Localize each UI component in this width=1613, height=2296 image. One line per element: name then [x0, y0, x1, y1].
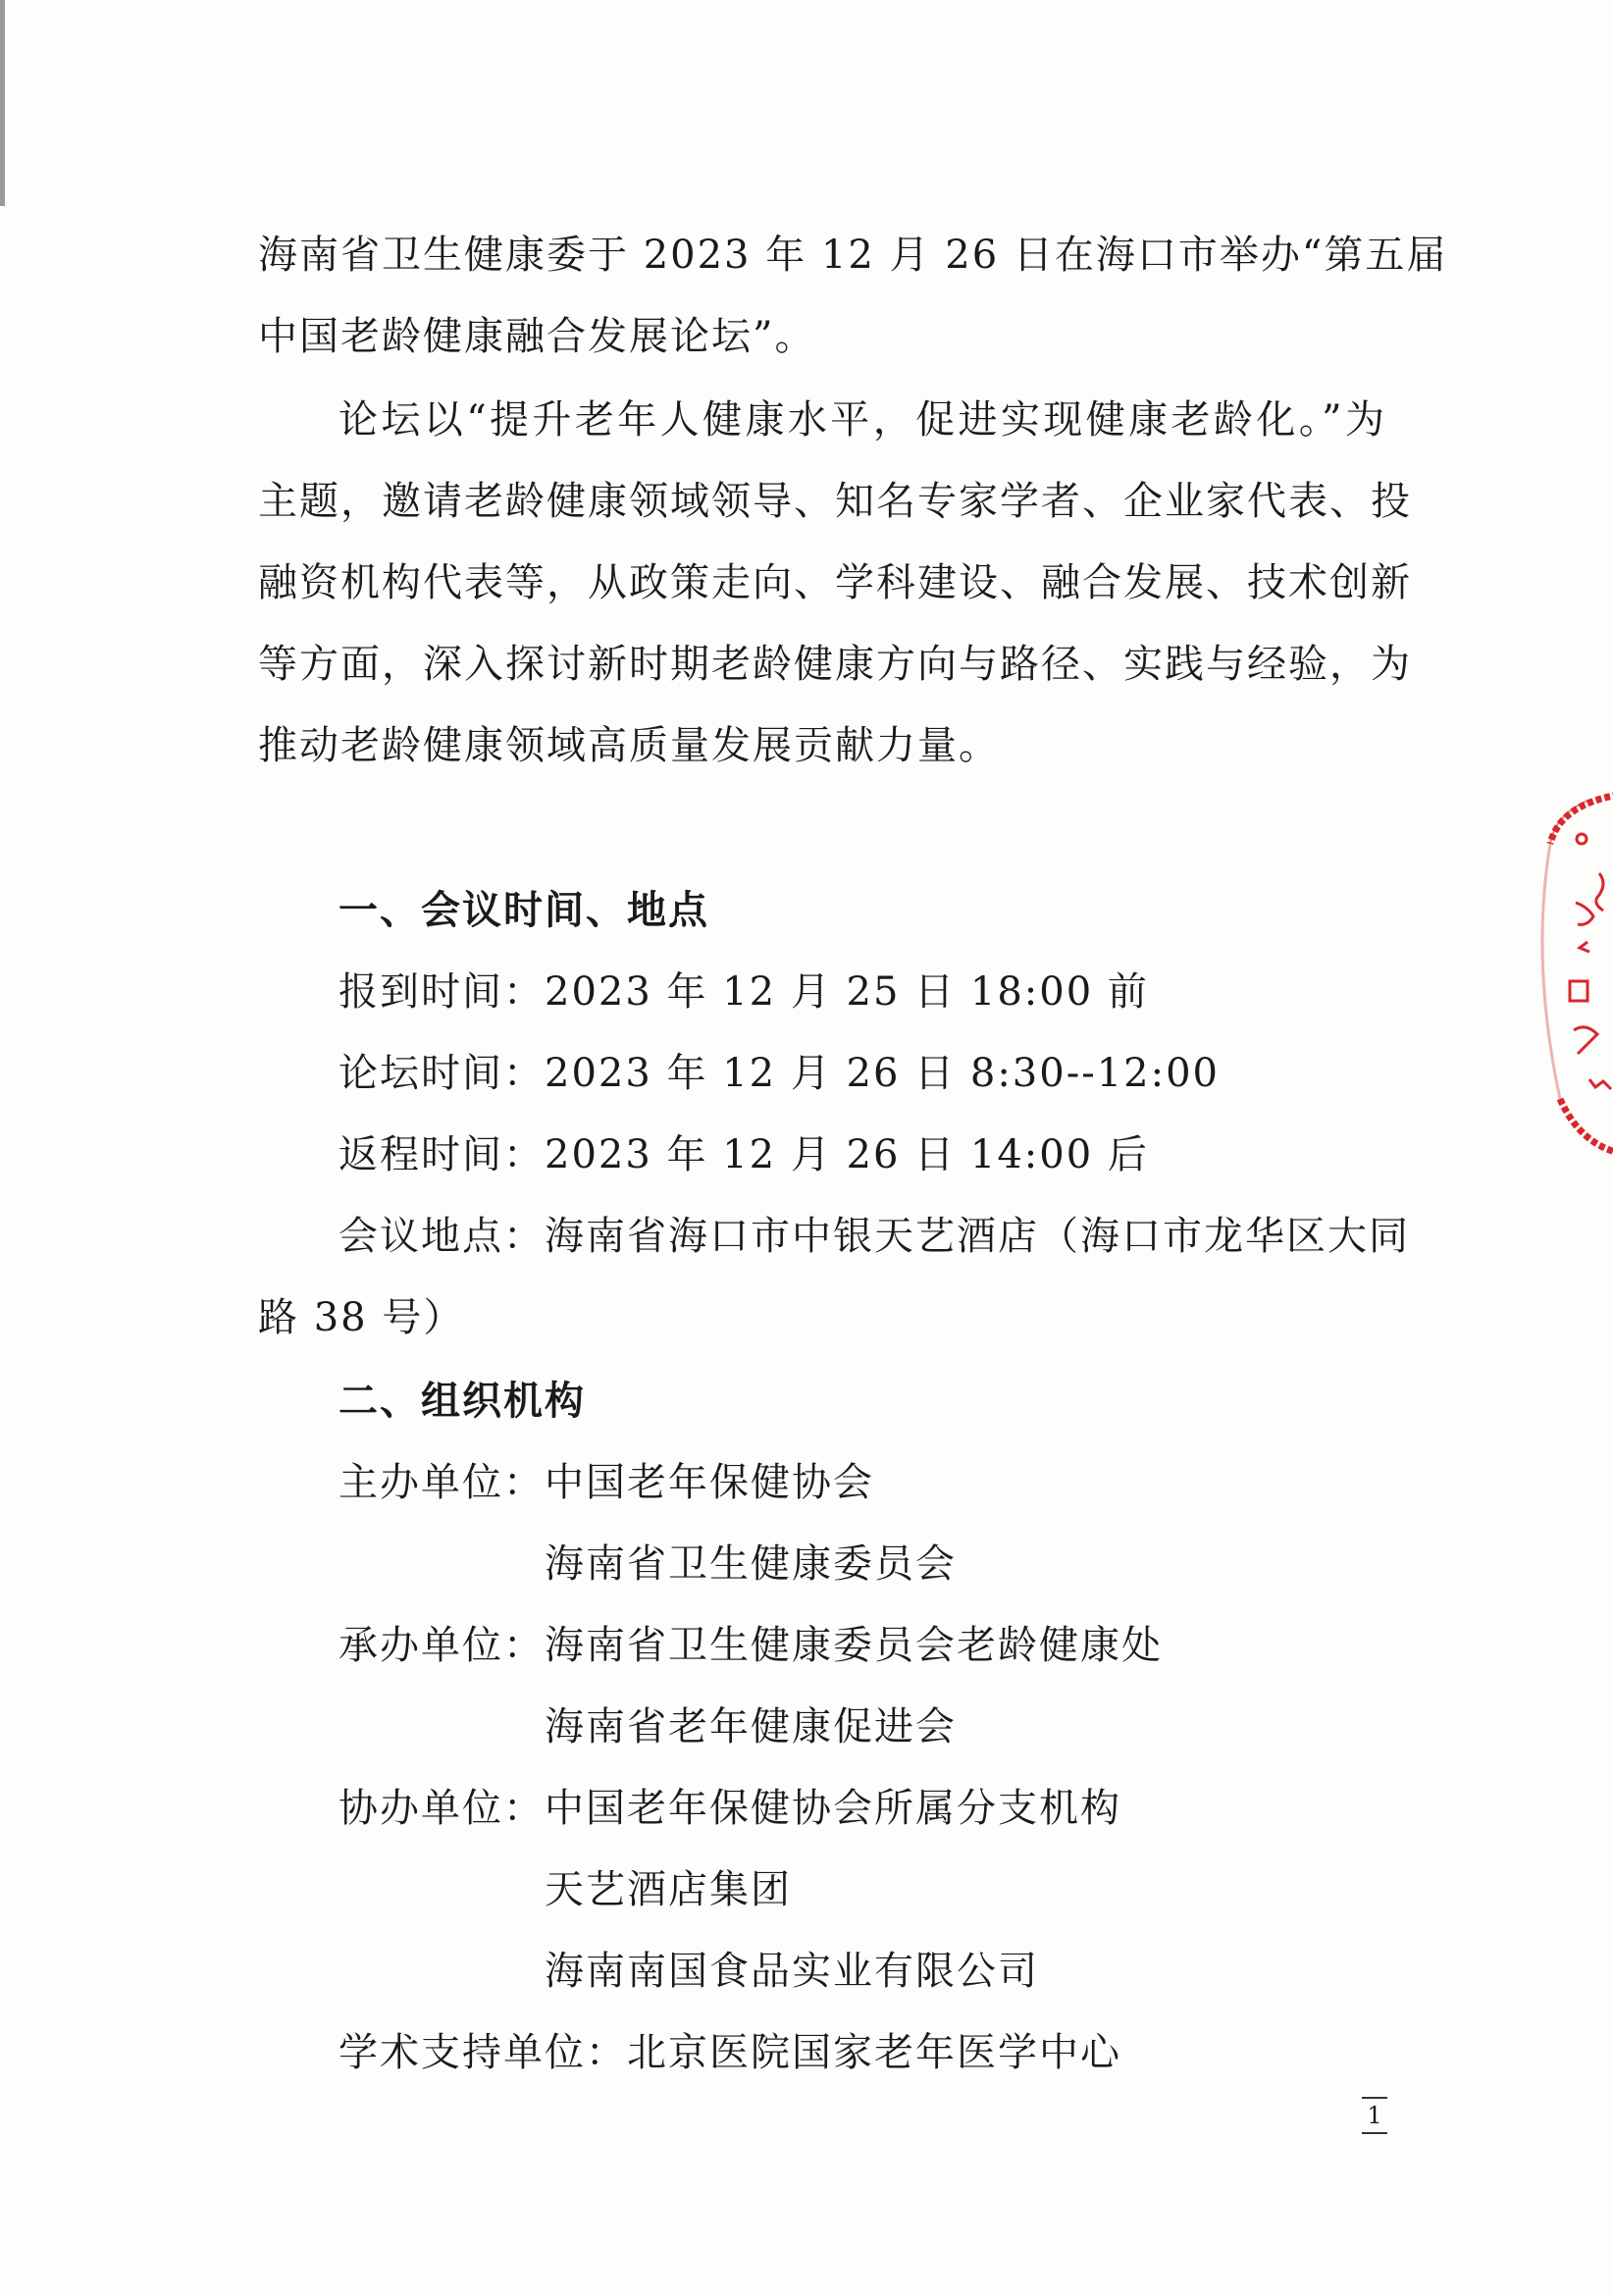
intro-line-1: 海南省卫生健康委于 2023 年 12 月 26 日在海口市举办“第五届: [258, 233, 1448, 278]
section-2-heading: 二、组织机构: [338, 1379, 586, 1424]
host-2: 海南省卫生健康委员会: [545, 1541, 957, 1587]
organizer-2: 海南省老年健康促进会: [545, 1704, 957, 1749]
venue-line-1: 会议地点：海南省海口市中银天艺酒店（海口市龙华区大同: [338, 1214, 1410, 1259]
scan-edge: [0, 0, 5, 206]
co-organizer-label: 协办单位：: [338, 1786, 545, 1831]
section-1-heading: 一、会议时间、地点: [338, 888, 709, 933]
venue-line-2: 路 38 号）: [258, 1295, 465, 1340]
academic-support: 学术支持单位：北京医院国家老年医学中心: [338, 2030, 1121, 2075]
official-seal-stamp-icon: [1531, 785, 1613, 1158]
host-label: 主办单位：: [338, 1460, 545, 1505]
host-1: 中国老年保健协会: [545, 1460, 874, 1505]
page-number-text: 1: [1367, 2102, 1382, 2129]
theme-line-5: 推动老龄健康领域高质量发展贡献力量。: [258, 723, 1000, 768]
page-number-bottom-rule: [1362, 2132, 1387, 2134]
organizer-1: 海南省卫生健康委员会老龄健康处: [545, 1623, 1163, 1668]
theme-line-2: 主题，邀请老龄健康领域领导、知名专家学者、企业家代表、投: [258, 479, 1412, 524]
co-organizer-3: 海南南国食品实业有限公司: [545, 1949, 1039, 1994]
return-time: 返程时间：2023 年 12 月 26 日 14:00 后: [338, 1132, 1149, 1177]
theme-line-1: 论坛以“提升老年人健康水平，促进实现健康老龄化。”为: [338, 397, 1386, 443]
organizer-label: 承办单位：: [338, 1623, 545, 1668]
page-number: [1362, 2095, 1387, 2136]
page-number-top-rule: [1362, 2097, 1387, 2099]
co-organizer-1: 中国老年保健协会所属分支机构: [545, 1786, 1121, 1831]
forum-time: 论坛时间：2023 年 12 月 26 日 8:30--12:00: [338, 1051, 1221, 1096]
checkin-time: 报到时间：2023 年 12 月 25 日 18:00 前: [338, 969, 1149, 1015]
theme-line-3: 融资机构代表等，从政策走向、学科建设、融合发展、技术创新: [258, 560, 1412, 605]
intro-line-2: 中国老龄健康融合发展论坛”。: [258, 314, 816, 359]
co-organizer-2: 天艺酒店集团: [545, 1867, 792, 1912]
theme-line-4: 等方面，深入探讨新时期老龄健康方向与路径、实践与经验，为: [258, 642, 1412, 687]
